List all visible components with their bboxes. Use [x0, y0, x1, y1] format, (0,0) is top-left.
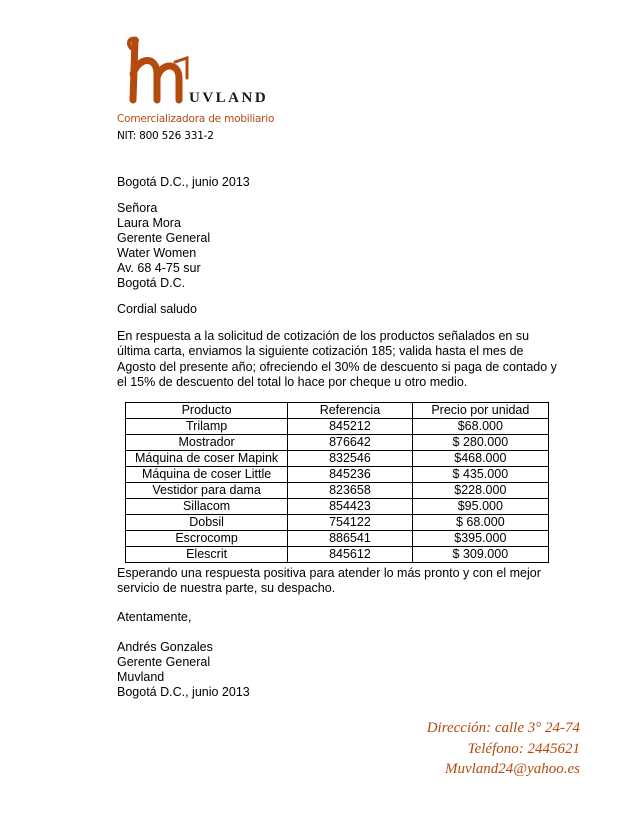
product-cell: Máquina de coser Little	[126, 467, 288, 483]
price-cell: $ 280.000	[412, 435, 548, 451]
company-nit: NIT: 800 526 331-2	[117, 130, 214, 142]
price-cell: $395.000	[412, 531, 548, 547]
recipient-line: Av. 68 4-75 sur	[117, 261, 201, 275]
price-cell: $228.000	[412, 483, 548, 499]
closing-paragraph: Esperando una respuesta positiva para atender lo más pronto y con el mejor servicio de nuestra parte, su despacho.	[117, 566, 541, 596]
muvland-m-logo-icon	[117, 34, 197, 106]
signature-line: Muvland	[117, 670, 165, 684]
table-row	[126, 483, 549, 499]
table-row	[126, 547, 549, 563]
product-cell: Máquina de coser Mapink	[126, 451, 288, 467]
recipient-line: Bogotá D.C.	[117, 276, 186, 290]
table-row	[126, 515, 549, 531]
reference-cell: 754122	[288, 515, 412, 531]
price-cell: $ 309.000	[412, 547, 548, 563]
table-row	[126, 467, 549, 483]
letter-date: Bogotá D.C., junio 2013	[117, 175, 250, 189]
contact-address: Dirección: calle 3° 24-74	[426, 720, 580, 736]
table-row	[126, 451, 549, 467]
sign-off: Atentamente,	[117, 610, 192, 624]
table-row	[126, 499, 549, 515]
price-cell: $95.000	[412, 499, 548, 515]
column-header: Producto	[126, 403, 288, 419]
product-cell: Escrocomp	[126, 531, 288, 547]
price-cell: $468.000	[412, 451, 548, 467]
product-cell: Trilamp	[126, 419, 288, 435]
product-cell: Mostrador	[126, 435, 288, 451]
recipient-line: Gerente General	[117, 231, 211, 245]
recipient-line: Señora	[117, 201, 158, 215]
signature-line: Andrés Gonzales	[117, 640, 213, 654]
reference-cell: 845236	[288, 467, 412, 483]
product-cell: Dobsil	[126, 515, 288, 531]
recipient-line: Laura Mora	[117, 216, 181, 230]
contact-footer	[427, 718, 580, 780]
reference-cell: 832546	[288, 451, 412, 467]
product-cell: Vestidor para dama	[126, 483, 288, 499]
table-header-row	[126, 403, 549, 419]
column-header: Precio por unidad	[412, 403, 548, 419]
recipient-line: Water Women	[117, 246, 197, 260]
table-row	[126, 531, 549, 547]
contact-phone: Teléfono: 2445621	[467, 740, 580, 757]
letter-body: En respuesta a la solicitud de cotización de los productos señalados en su última carta, enviamos la siguiente cotización 185; valida hasta el mes de Agosto del presente año; ofreciendo el 30% de descuento si paga de contado y el 15% de descuento del total lo hace por cheque u otro medio.	[117, 329, 557, 389]
reference-cell: 845612	[288, 547, 412, 563]
table-row	[126, 419, 549, 435]
reference-cell: 886541	[288, 531, 412, 547]
product-cell: Sillacom	[126, 499, 288, 515]
table-row	[126, 435, 549, 451]
price-cell: $68.000	[412, 419, 548, 435]
reference-cell: 876642	[288, 435, 412, 451]
company-tagline: Comercializadora de mobiliario	[117, 113, 275, 125]
signature-line: Gerente General	[117, 655, 211, 669]
reference-cell: 854423	[288, 499, 412, 515]
quotation-table	[125, 402, 549, 563]
price-cell: $ 435.000	[412, 467, 548, 483]
price-cell: $ 68.000	[412, 515, 548, 531]
reference-cell: 823658	[288, 483, 412, 499]
contact-email: Muvland24@yahoo.es	[444, 761, 580, 777]
signature-line: Bogotá D.C., junio 2013	[117, 685, 250, 699]
column-header: Referencia	[288, 403, 412, 419]
product-cell: Elescrit	[126, 547, 288, 563]
greeting: Cordial saludo	[117, 302, 197, 316]
brand-name: UVLAND	[189, 90, 269, 106]
reference-cell: 845212	[288, 419, 412, 435]
company-logo	[117, 34, 287, 114]
